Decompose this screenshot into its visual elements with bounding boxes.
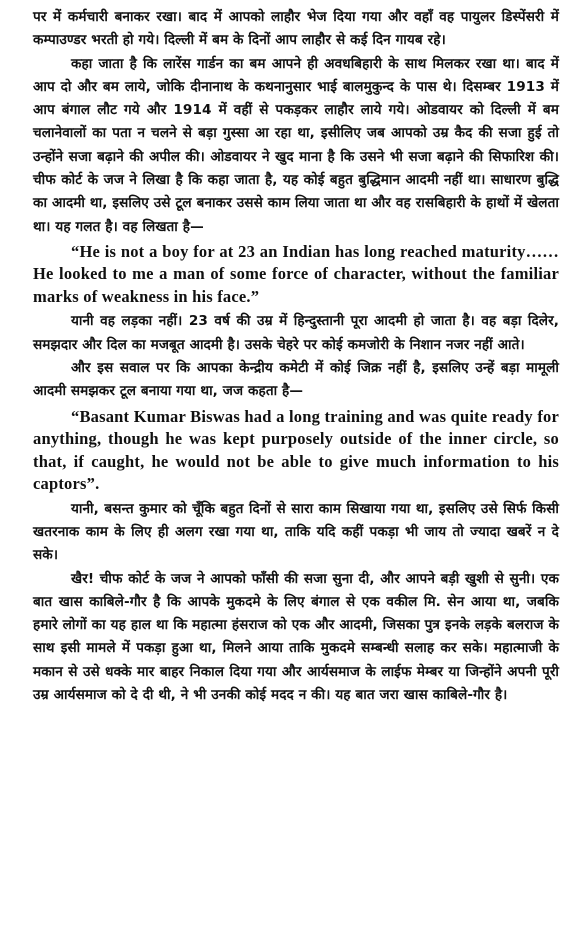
paragraph-1: पर में कर्मचारी बनाकर रखा। बाद में आपको लाहौर भेज दिया गया और वहाँ वह पायुलर डिस्पेंसरी में कम्पाउण्डर भरती हो गये। दिल्ली में बम के दिनों आप लाहौर से कई दिन गायब रहे। (33, 9, 559, 49)
paragraph-6: खैर! चीफ कोर्ट के जज ने आपको फाँसी की सजा सुना दी, और आपने बड़ी खुशी से सुनी। एक बात खास काबिले-गौर है कि आपके मुकदमे के लिए बंगाल से एक वकील मि. सेन आया था, जबकि हमारे लोगों का यह हाल था कि महात्मा हंसराज को एक और आदमी, जिसका पुत्र इनके लड़के बलराज के साथ इसी मामले में पकड़ा हुआ था, मिलने आया ताकि मुकदमे सम्बन्धी सलाह कर सके। महात्माजी के मकान से उसे धक्के मार बाहर निकाल दिया गया और आर्यसमाज के लाईफ मेम्बर या जिन्होंने अपनी पूरी उम्र आर्यसमाज को दे दी थी, ने भी उनकी कोई मदद न की। यह बात जरा खास काबिले-गौर है। (33, 570, 559, 704)
paragraph-4: और इस सवाल पर कि आपका केन्द्रीय कमेटी में कोई जिक्र नहीं है, इसलिए उन्हें बड़ा मामूली आदमी समझकर टूल बनाया गया था, जज कहता है— (33, 360, 559, 400)
paragraph-3: यानी वह लड़का नहीं। 23 वर्ष की उम्र में हिन्दुस्तानी पूरा आदमी हो जाता है। वह बड़ा दिलेर, समझदार और दिल का मजबूत आदमी है। उसके चेहरे पर कोई कमजोरी के निशान नजर नहीं आते। (33, 313, 559, 353)
english-quote-2: “Basant Kumar Biswas had a long training and was quite ready for anything, though he was kept purposely outside of the inner circle, so that, if caught, he would not be able to give much information to his captors”. (33, 406, 559, 494)
english-quote-1: “He is not a boy for at 23 an Indian has long reached maturity……He looked to me a man of some force of character, without the familiar marks of weakness in his face.” (33, 241, 559, 306)
paragraph-2: कहा जाता है कि लारेंस गार्डन का बम आपने ही अवधबिहारी के साथ मिलकर रखा था। बाद में आप दो और बम लाये, जोकि दीनानाथ के कथनानुसार भाई बालमुकुन्द के पास थे। दिसम्बर 1913 में आप बंगाल लौट गये और 1914 में वहीं से पकड़कर लाहौर लाये गये। ओडवायर को दिल्ली में बम चलानेवालों का पता न चलने से बड़ा गुस्सा आ रहा था, इसीलिए जब आपको उम्र कैद की सजा हुई तो उन्होंने सजा बढ़ाने की अपील की। ओडवायर ने खुद माना है कि उसने भी सजा बढ़ाने की सिफारिश की। चीफ कोर्ट के जज ने लिखा है कि कहा जाता है, यह कोई बहुत बुद्धिमान आदमी नहीं था। साधारण बुद्धि का आदमी था, इसलिए उसे टूल बनाकर उससे काम लिया जाता था और वह रासबिहारी के हाथों में खेलता था। यह गलत है। वह लिखता है— (33, 55, 559, 235)
paragraph-5: यानी, बसन्त कुमार को चूँकि बहुत दिनों से सारा काम सिखाया गया था, इसलिए उसे सिर्फ किसी खतरनाक काम के लिए ही अलग रखा गया था, ताकि यदि कहीं पकड़ा भी जाय तो ज्यादा खबरें न दे सके। (33, 500, 559, 564)
